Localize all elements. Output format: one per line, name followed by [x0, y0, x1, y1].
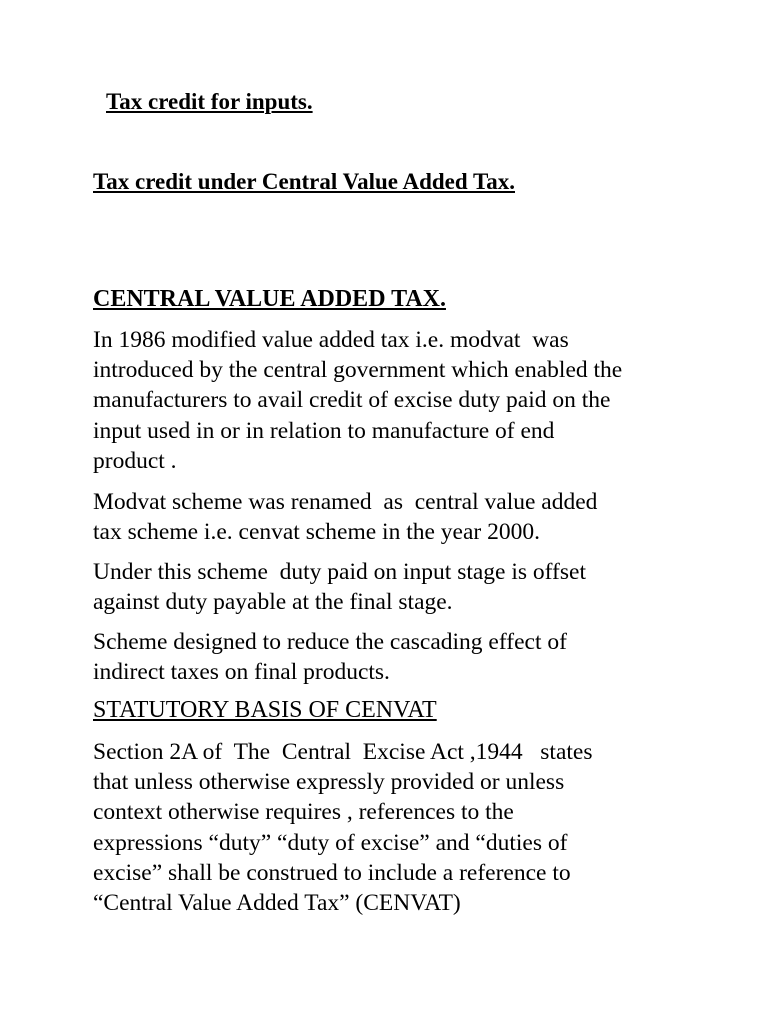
paragraph-modvat-intro [93, 325, 733, 476]
paragraph-line: In 1986 modified value added tax i.e. modvat was [93, 327, 569, 353]
paragraph-cascading-effect [93, 627, 733, 687]
paragraph-line: Modvat scheme was renamed as central value added [93, 489, 598, 515]
paragraph-line: against duty payable at the final stage. [93, 589, 453, 616]
paragraph-line: Section 2A of The Central Excise Act ,1944 states [93, 739, 593, 765]
document-subtitle: Tax credit under Central Value Added Tax. [93, 169, 515, 194]
paragraph-line: “Central Value Added Tax” (CENVAT) [93, 890, 461, 917]
paragraph-duty-offset [93, 557, 733, 617]
paragraph-line: context otherwise requires , references to the [93, 799, 514, 826]
section-heading-cvat: CENTRAL VALUE ADDED TAX. [93, 286, 446, 312]
paragraph-line: Under this scheme duty paid on input stage is offset [93, 559, 586, 585]
paragraph-line: expressions “duty” “duty of excise” and “duties of [93, 829, 568, 856]
paragraph-section-2a [93, 737, 733, 918]
section-heading-statutory-basis: STATUTORY BASIS OF CENVAT [93, 697, 437, 723]
document-title: Tax credit for inputs. [106, 89, 313, 114]
paragraph-line: that unless otherwise expressly provided or unless [93, 769, 565, 796]
paragraph-cenvat-rename [93, 487, 733, 547]
paragraph-line: indirect taxes on final products. [93, 659, 390, 686]
paragraph-line: tax scheme i.e. cenvat scheme in the year 2000. [93, 519, 540, 546]
paragraph-line: introduced by the central government which enabled the [93, 357, 623, 384]
paragraph-line: input used in or in relation to manufacture of end [93, 417, 555, 444]
paragraph-line: product . [93, 447, 177, 474]
paragraph-line: excise” shall be construed to include a reference to [93, 859, 571, 886]
paragraph-line: manufacturers to avail credit of excise duty paid on the [93, 387, 611, 414]
paragraph-line: Scheme designed to reduce the cascading effect of [93, 629, 567, 655]
